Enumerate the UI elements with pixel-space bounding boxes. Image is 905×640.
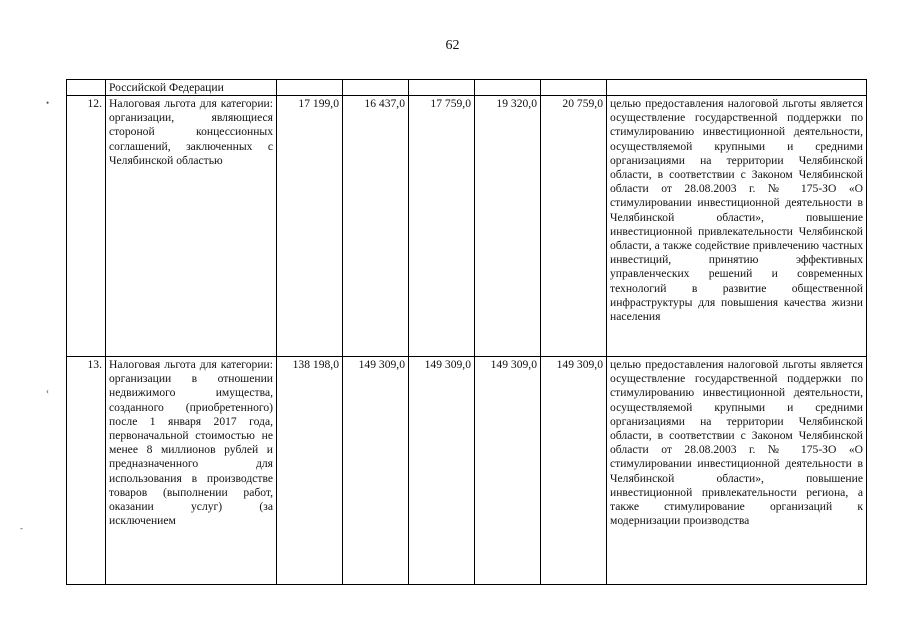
value-cell: 20 759,0 [541, 96, 607, 357]
benefits-table [66, 79, 867, 585]
benefit-purpose: целью предоставления налоговой льготы является осуществление государственной поддержки по стимулированию инвестиционной деятельности, осуществляемой крупными и средними организациями на территории Челябинской области, в соответствии с Законом Челябинской области от 28.08.2003 г. № 175-ЗО «О стимулировании инвестиционной деятельности в Челябинской области», повышение инвестиционной привлекательности региона, а также стимулирование организаций к модернизации производства [607, 357, 867, 585]
value-cell: 149 309,0 [409, 357, 475, 585]
value-cell: 16 437,0 [343, 96, 409, 357]
benefit-purpose: целью предоставления налоговой льготы является осуществление государственной поддержки по стимулированию инвестиционной деятельности, осуществляемой крупными и средними организациями на территории Челябинской области, в соответствии с Законом Челябинской области от 28.08.2003 г. № 175-ЗО «О стимулировании инвестиционной деятельности в Челябинской области», повышение инвестиционной привлекательности Челябинской области, а также содействие привлечению частных инвестиций, принятию эффективных управленческих решений и современных технологий в развитие общественной инфраструктуры для повышения качества жизни населения [607, 96, 867, 357]
margin-mark: - [20, 523, 23, 533]
value-cell: 149 309,0 [475, 357, 541, 585]
value-cell: 149 309,0 [343, 357, 409, 585]
value-cell: 149 309,0 [541, 357, 607, 585]
row-number: 12. [67, 96, 106, 357]
margin-mark: • [46, 98, 50, 108]
page-number: 62 [445, 38, 460, 53]
value-cell: 17 199,0 [277, 96, 343, 357]
value-cell: 19 320,0 [475, 96, 541, 357]
benefit-description: Налоговая льгота для категории: организации, являющиеся стороной концессионных соглашений, заключенных с Челябинской областью [106, 96, 277, 357]
continuation-row [67, 80, 867, 96]
value-cell: 17 759,0 [409, 96, 475, 357]
table-row [67, 357, 867, 585]
benefit-description: Налоговая льгота для категории: организации в отношении недвижимого имущества, созданного (приобретенного) после 1 января 2017 года, первоначальной стоимостью не менее 8 миллионов рублей и предназначенного для использования в производстве товаров (выполнении работ, оказании услуг) (за исключением [106, 357, 277, 585]
row-number: 13. [67, 357, 106, 585]
table-row [67, 96, 867, 357]
value-cell: 138 198,0 [277, 357, 343, 585]
continuation-text: Российской Федерации [106, 80, 277, 96]
margin-mark: ‹ [46, 386, 49, 396]
